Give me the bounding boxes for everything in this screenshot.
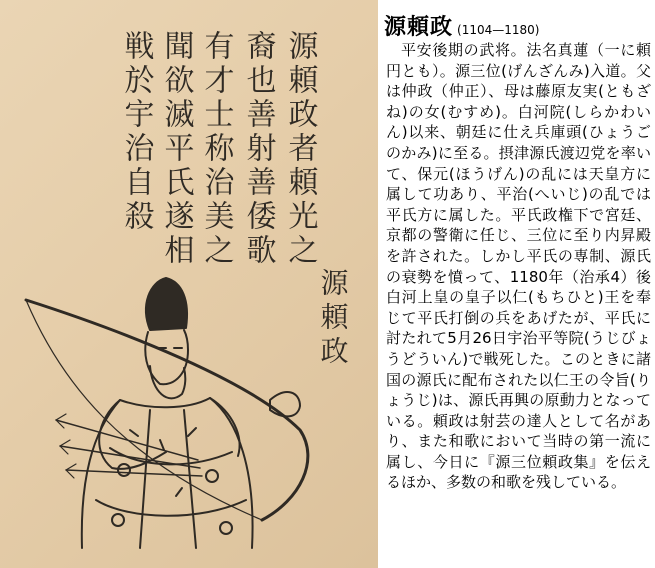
calligraphy-column-5: 戦於宇治自殺 [118,30,154,234]
calligraphy-column-3: 有才士称治美之 [198,30,234,268]
calligraphy-column-2: 裔也善射善倭歌 [240,30,276,268]
portrait-label: 源頼政 [316,268,350,370]
calligraphy-column-1: 源頼政者頼光之 [282,30,318,268]
page-title: 源頼政 [384,15,454,40]
warrior-figure [26,278,308,548]
description-panel [378,0,655,568]
calligraphy-column-4: 聞欲滅平氏遂相 [158,30,194,268]
lifespan-years: (1104—1180) [457,23,540,37]
title-row [384,10,539,41]
biography-text: 平安後期の武将。法名真蓮（一に頼円とも）。源三位(げんざんみ)入道。父は仲政（仲正）、母は藤原友実(ともざね)の女(むすめ)。白河院(しらかわいん)以来、朝廷に仕え兵庫頭(ひょうごのかみ)に至る。摂津源氏渡辺党を率いて、保元(ほうげん)の乱には天皇方に属して功あり、平治(へいじ)の乱では平氏方に属した。平氏政権下で宮廷、京都の警衛に任じ、三位に至り内昇殿を許された。しかし平氏の専制、源氏の衰勢を憤って、1180年（治承4）後白河上皇の皇子以仁(もちひと)王を奉じて平氏打倒の兵をあげたが、平氏に討たれて5月26日宇治平等院(うじびょうどういん)で戦死した。このときに諸国の源氏に配布された以仁王の令旨(りょうじ)は、源氏再興の原動力となっている。頼政は射芸の達人として名があり、また和歌において当時の第一流に属し、今日に『源三位頼政集』を伝えるほか、多数の和歌を残している。 [386,41,651,492]
